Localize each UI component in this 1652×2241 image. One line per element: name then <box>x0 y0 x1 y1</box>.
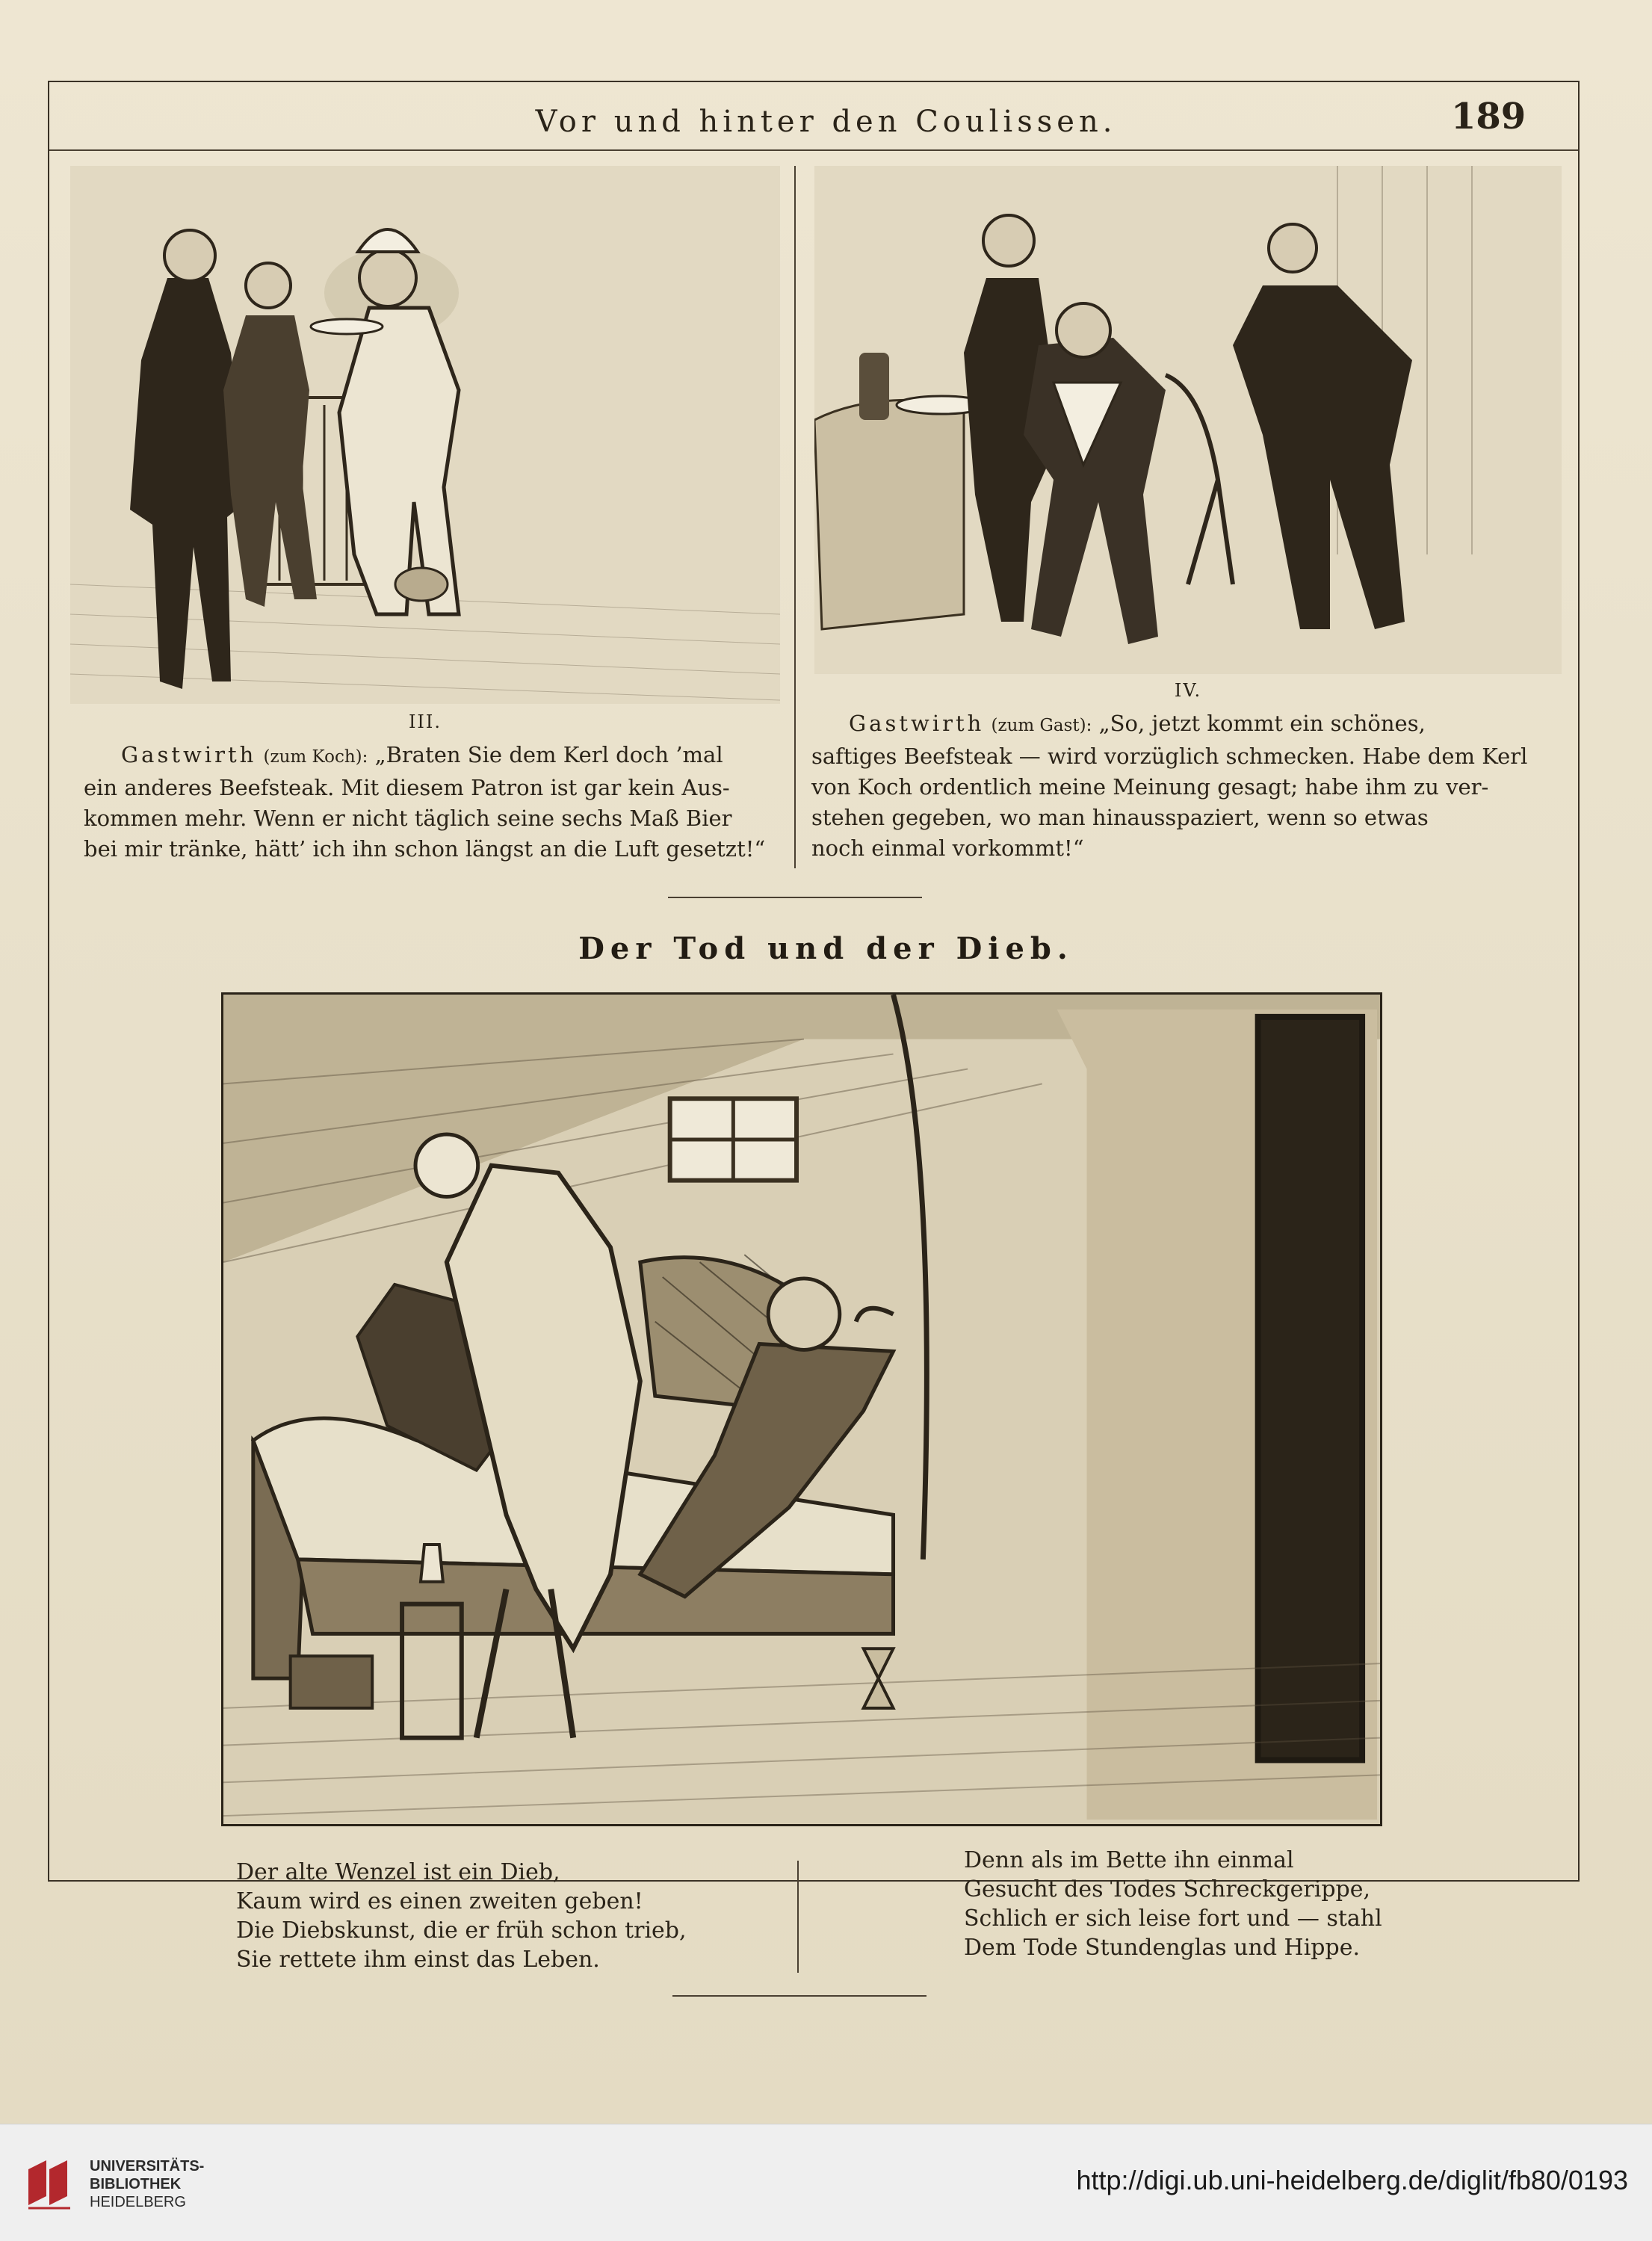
caption-iii-line-1: „Braten Sie dem Kerl doch ’mal <box>374 742 723 767</box>
caption-iv-line-4: stehen gegeben, wo man hinausspaziert, wenn so etwas <box>811 805 1429 830</box>
library-name-line-1: UNIVERSITÄTS- <box>90 2158 205 2174</box>
caption-iii-line-2: ein anderes Beefsteak. Mit diesem Patron ist gar kein Aus- <box>84 775 730 800</box>
engraving-death-and-thief <box>223 995 1380 1824</box>
header-rule <box>49 149 1578 151</box>
column-divider-poem <box>797 1861 799 1973</box>
library-footer <box>0 2124 1652 2241</box>
poem-right-line-1: Denn als im Bette ihn einmal <box>964 1847 1294 1873</box>
engraving-iii <box>70 166 780 704</box>
plate-number-iv: IV. <box>1174 680 1202 701</box>
caption-iv-line-5: noch einmal vorkommt!“ <box>811 835 1084 861</box>
caption-iv-line-1: „So, jetzt kommt ein schönes, <box>1098 711 1426 736</box>
engraving-iv <box>814 166 1562 674</box>
illustration-death-and-thief <box>221 992 1382 1826</box>
library-name-line-2: BIBLIOTHEK <box>90 2176 182 2192</box>
caption-iv-aside: (zum Gast): <box>991 716 1092 735</box>
page-number: 189 <box>1451 96 1526 137</box>
poem-left-line-3: Die Diebskunst, die er früh schon trieb, <box>236 1917 687 1944</box>
caption-iv-line-2: saftiges Beefsteak — wird vorzüglich schmecken. Habe dem Kerl <box>811 744 1528 769</box>
plate-number-iii: III. <box>408 711 442 732</box>
caption-iv-line-3: von Koch ordentlich meine Meinung gesagt; habe ihm zu ver- <box>811 774 1489 800</box>
library-name <box>90 2157 204 2211</box>
caption-iii <box>84 740 779 865</box>
poem-left-line-4: Sie rettete ihm einst das Leben. <box>236 1947 600 1973</box>
poem-stanza-right <box>964 1846 1487 1962</box>
caption-iv-speaker: Gastwirth <box>849 711 985 736</box>
poem-left-line-2: Kaum wird es einen zweiten geben! <box>236 1888 643 1914</box>
poem-right-line-2: Gesucht des Todes Schreckgerippe, <box>964 1876 1371 1902</box>
library-name-line-3: HEIDELBERG <box>90 2194 186 2210</box>
poem-stanza-left <box>236 1858 759 1974</box>
caption-iii-line-4: bei mir tränke, hätt’ ich ihn schon längst an die Luft gesetzt!“ <box>84 836 766 862</box>
caption-iii-aside: (zum Koch): <box>263 747 368 767</box>
section-separator-rule <box>668 897 922 898</box>
caption-iii-line-3: kommen mehr. Wenn er nicht täglich seine sechs Maß Bier <box>84 806 732 831</box>
ub-heidelberg-logo-icon <box>21 2153 81 2213</box>
poem-right-line-4: Dem Tode Stundenglas und Hippe. <box>964 1935 1361 1961</box>
end-rule <box>672 1995 926 1997</box>
column-divider-top <box>794 166 796 868</box>
poem-left-line-1: Der alte Wenzel ist ein Dieb, <box>236 1859 560 1885</box>
permalink-url[interactable]: http://digi.ub.uni-heidelberg.de/diglit/fb80/0193 <box>1076 2165 1628 2195</box>
poem-right-line-3: Schlich er sich leise fort und — stahl <box>964 1905 1382 1932</box>
caption-iii-speaker: Gastwirth <box>121 742 257 767</box>
poem-title: Der Tod und der Dieb. <box>578 931 1074 966</box>
illustration-iii-host-and-cook <box>70 166 780 704</box>
caption-iv <box>811 708 1559 864</box>
running-title: Vor und hinter den Coulissen. <box>535 105 1117 139</box>
illustration-iv-host-and-guest <box>814 166 1562 674</box>
